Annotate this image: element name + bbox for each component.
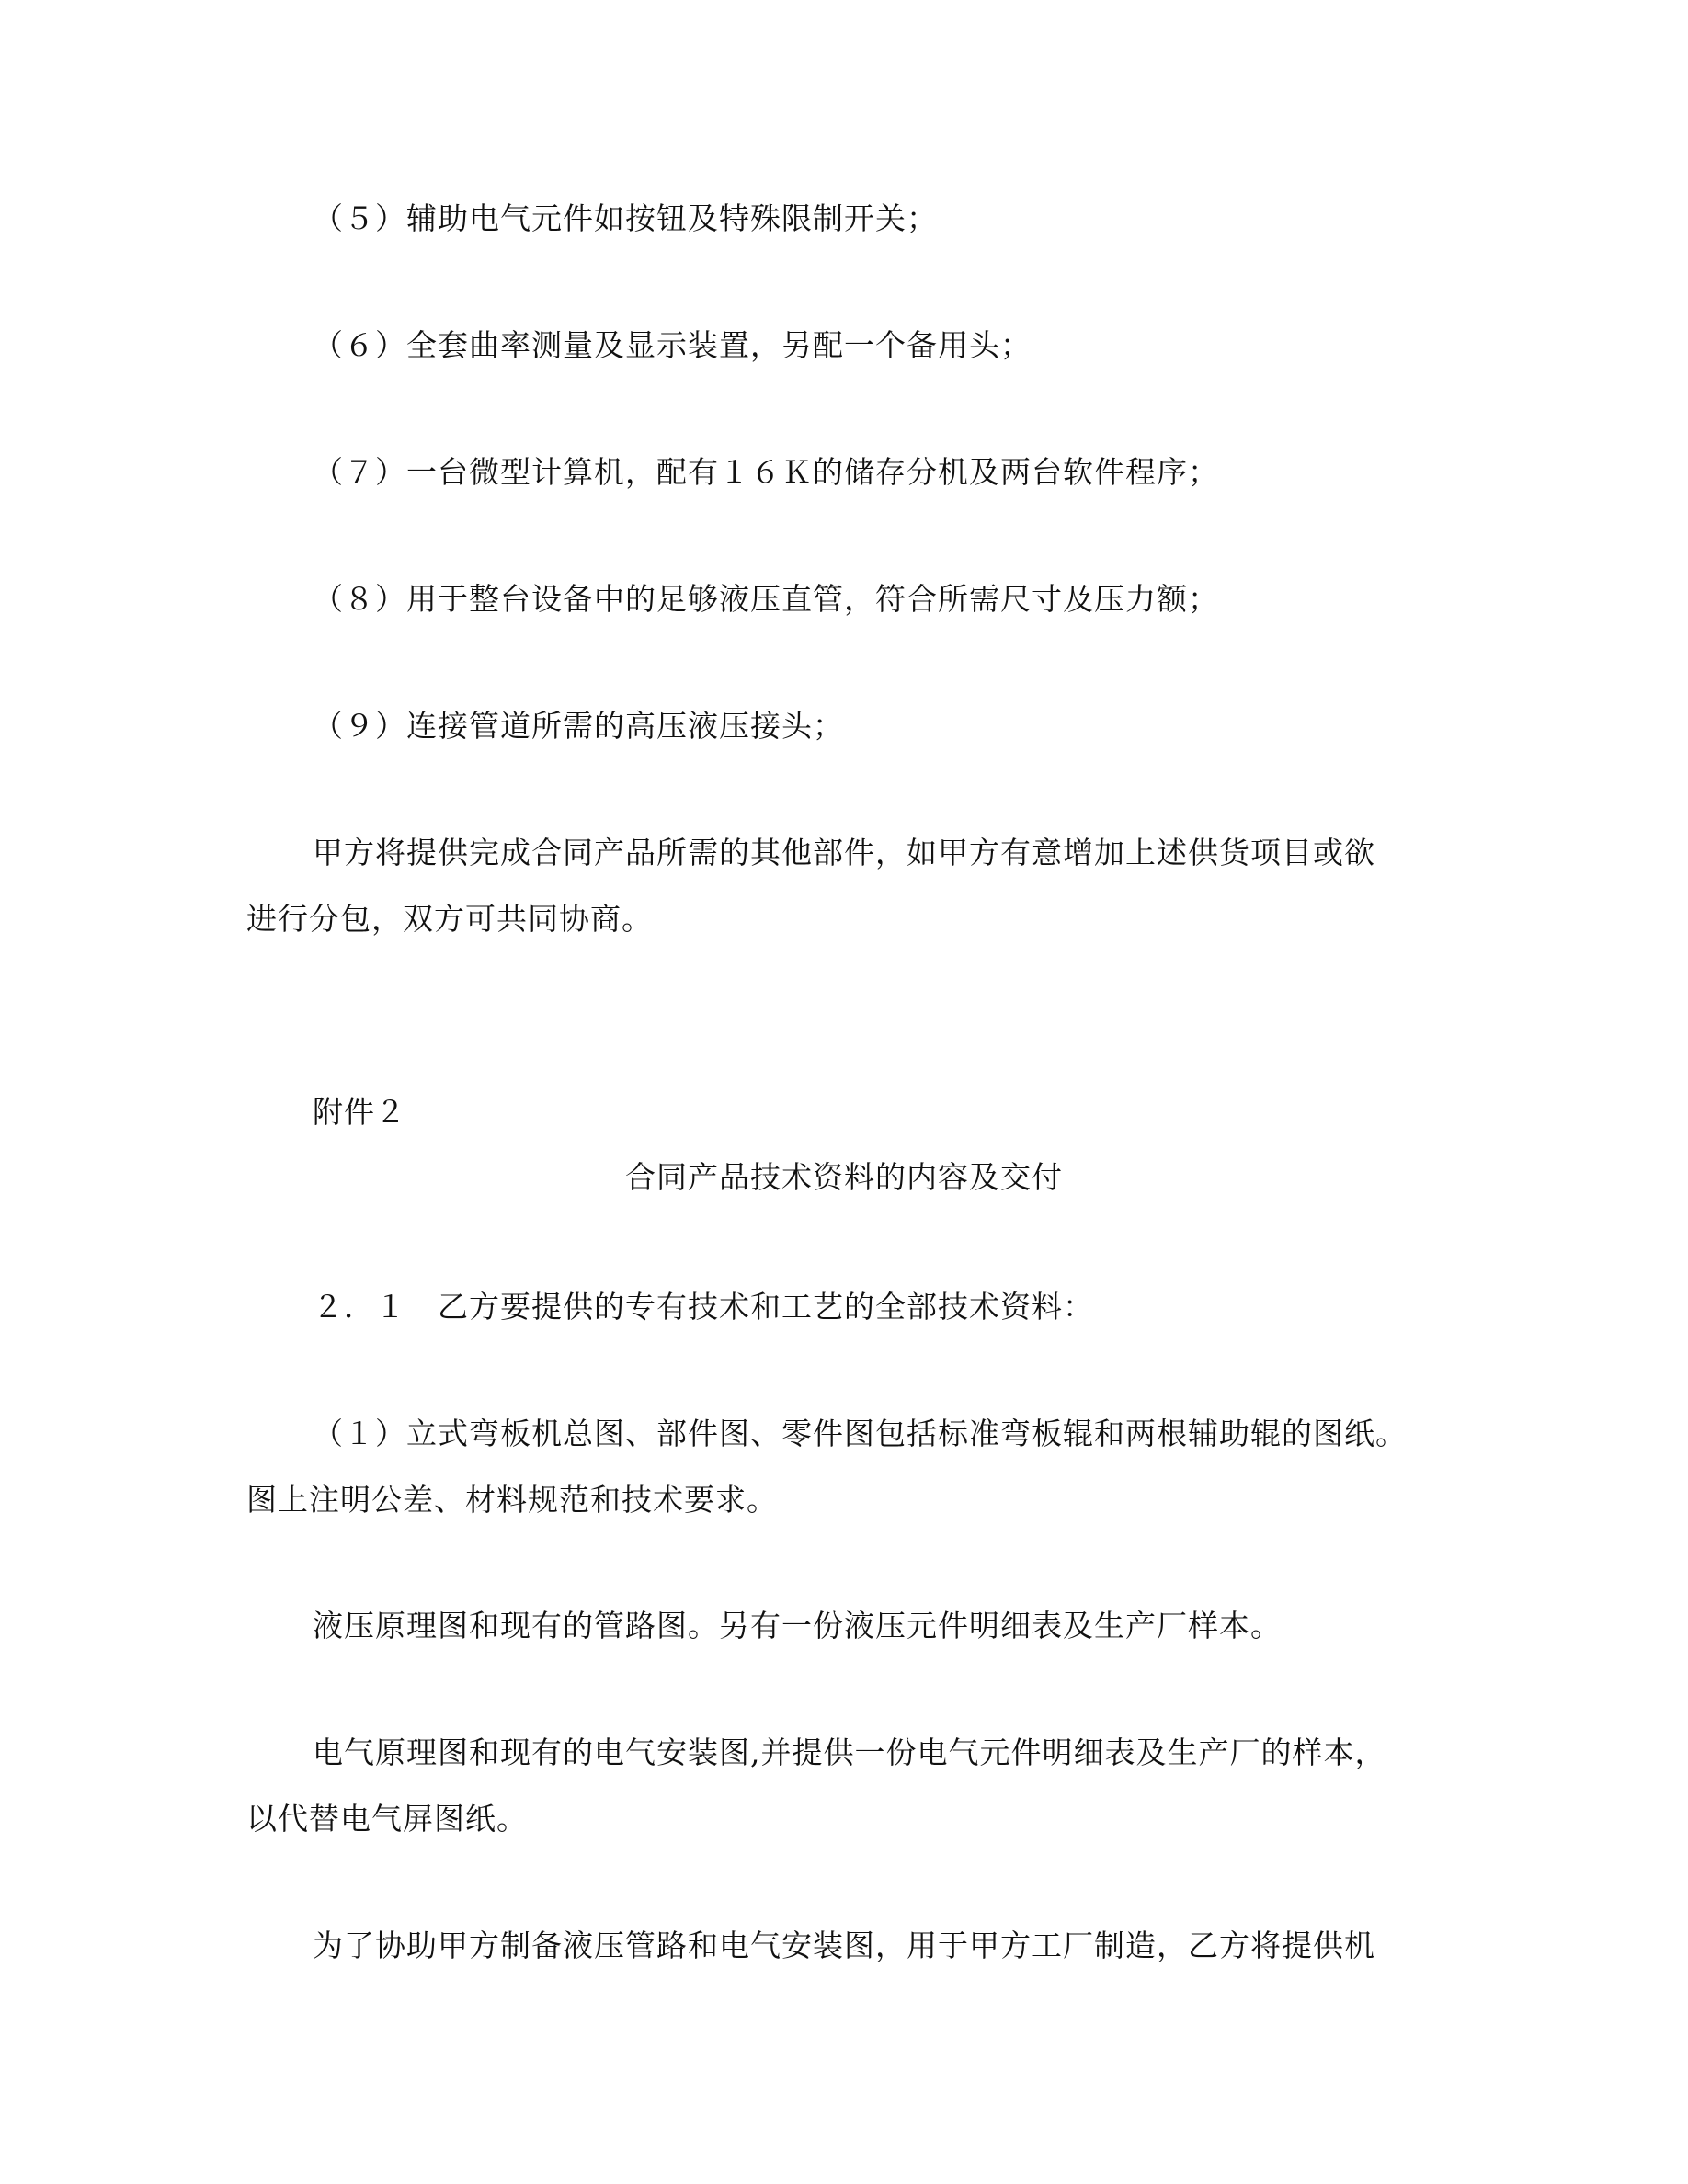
annex-title: 合同产品技术资料的内容及交付 <box>625 1159 1063 1195</box>
paragraph-other-parts-line2: 进行分包，双方可共同协商。 <box>246 901 653 937</box>
list-item-5: （５）辅助电气元件如按钮及特殊限制开关； <box>313 200 938 236</box>
electrical-paragraph-line2: 以代替电气屏图纸。 <box>246 1801 528 1837</box>
hydraulic-paragraph: 液压原理图和现有的管路图。另有一份液压元件明细表及生产厂样本。 <box>313 1608 1282 1644</box>
list-item-9: （９）连接管道所需的高压液压接头； <box>313 708 844 744</box>
annex-label: 附件２ <box>313 1094 406 1130</box>
list-item-7: （７）一台微型计算机，配有１６Ｋ的储存分机及两台软件程序； <box>313 454 1219 490</box>
last-paragraph: 为了协助甲方制备液压管路和电气安装图，用于甲方工厂制造，乙方将提供机 <box>313 1928 1375 1963</box>
list-item-1-line2: 图上注明公差、材料规范和技术要求。 <box>246 1482 778 1518</box>
paragraph-other-parts-line1: 甲方将提供完成合同产品所需的其他部件，如甲方有意增加上述供货项目或欲 <box>313 835 1375 870</box>
list-item-8: （８）用于整台设备中的足够液压直管，符合所需尺寸及压力额； <box>313 581 1219 617</box>
section-2-1-heading: ２．１ 乙方要提供的专有技术和工艺的全部技术资料： <box>313 1289 1094 1325</box>
electrical-paragraph-line1: 电气原理图和现有的电气安装图,并提供一份电气元件明细表及生产厂的样本， <box>313 1735 1386 1770</box>
list-item-1-line1: （１）立式弯板机总图、部件图、零件图包括标准弯板辊和两根辅助辊的图纸。 <box>313 1416 1407 1451</box>
list-item-6: （６）全套曲率测量及显示装置，另配一个备用头； <box>313 327 1032 363</box>
